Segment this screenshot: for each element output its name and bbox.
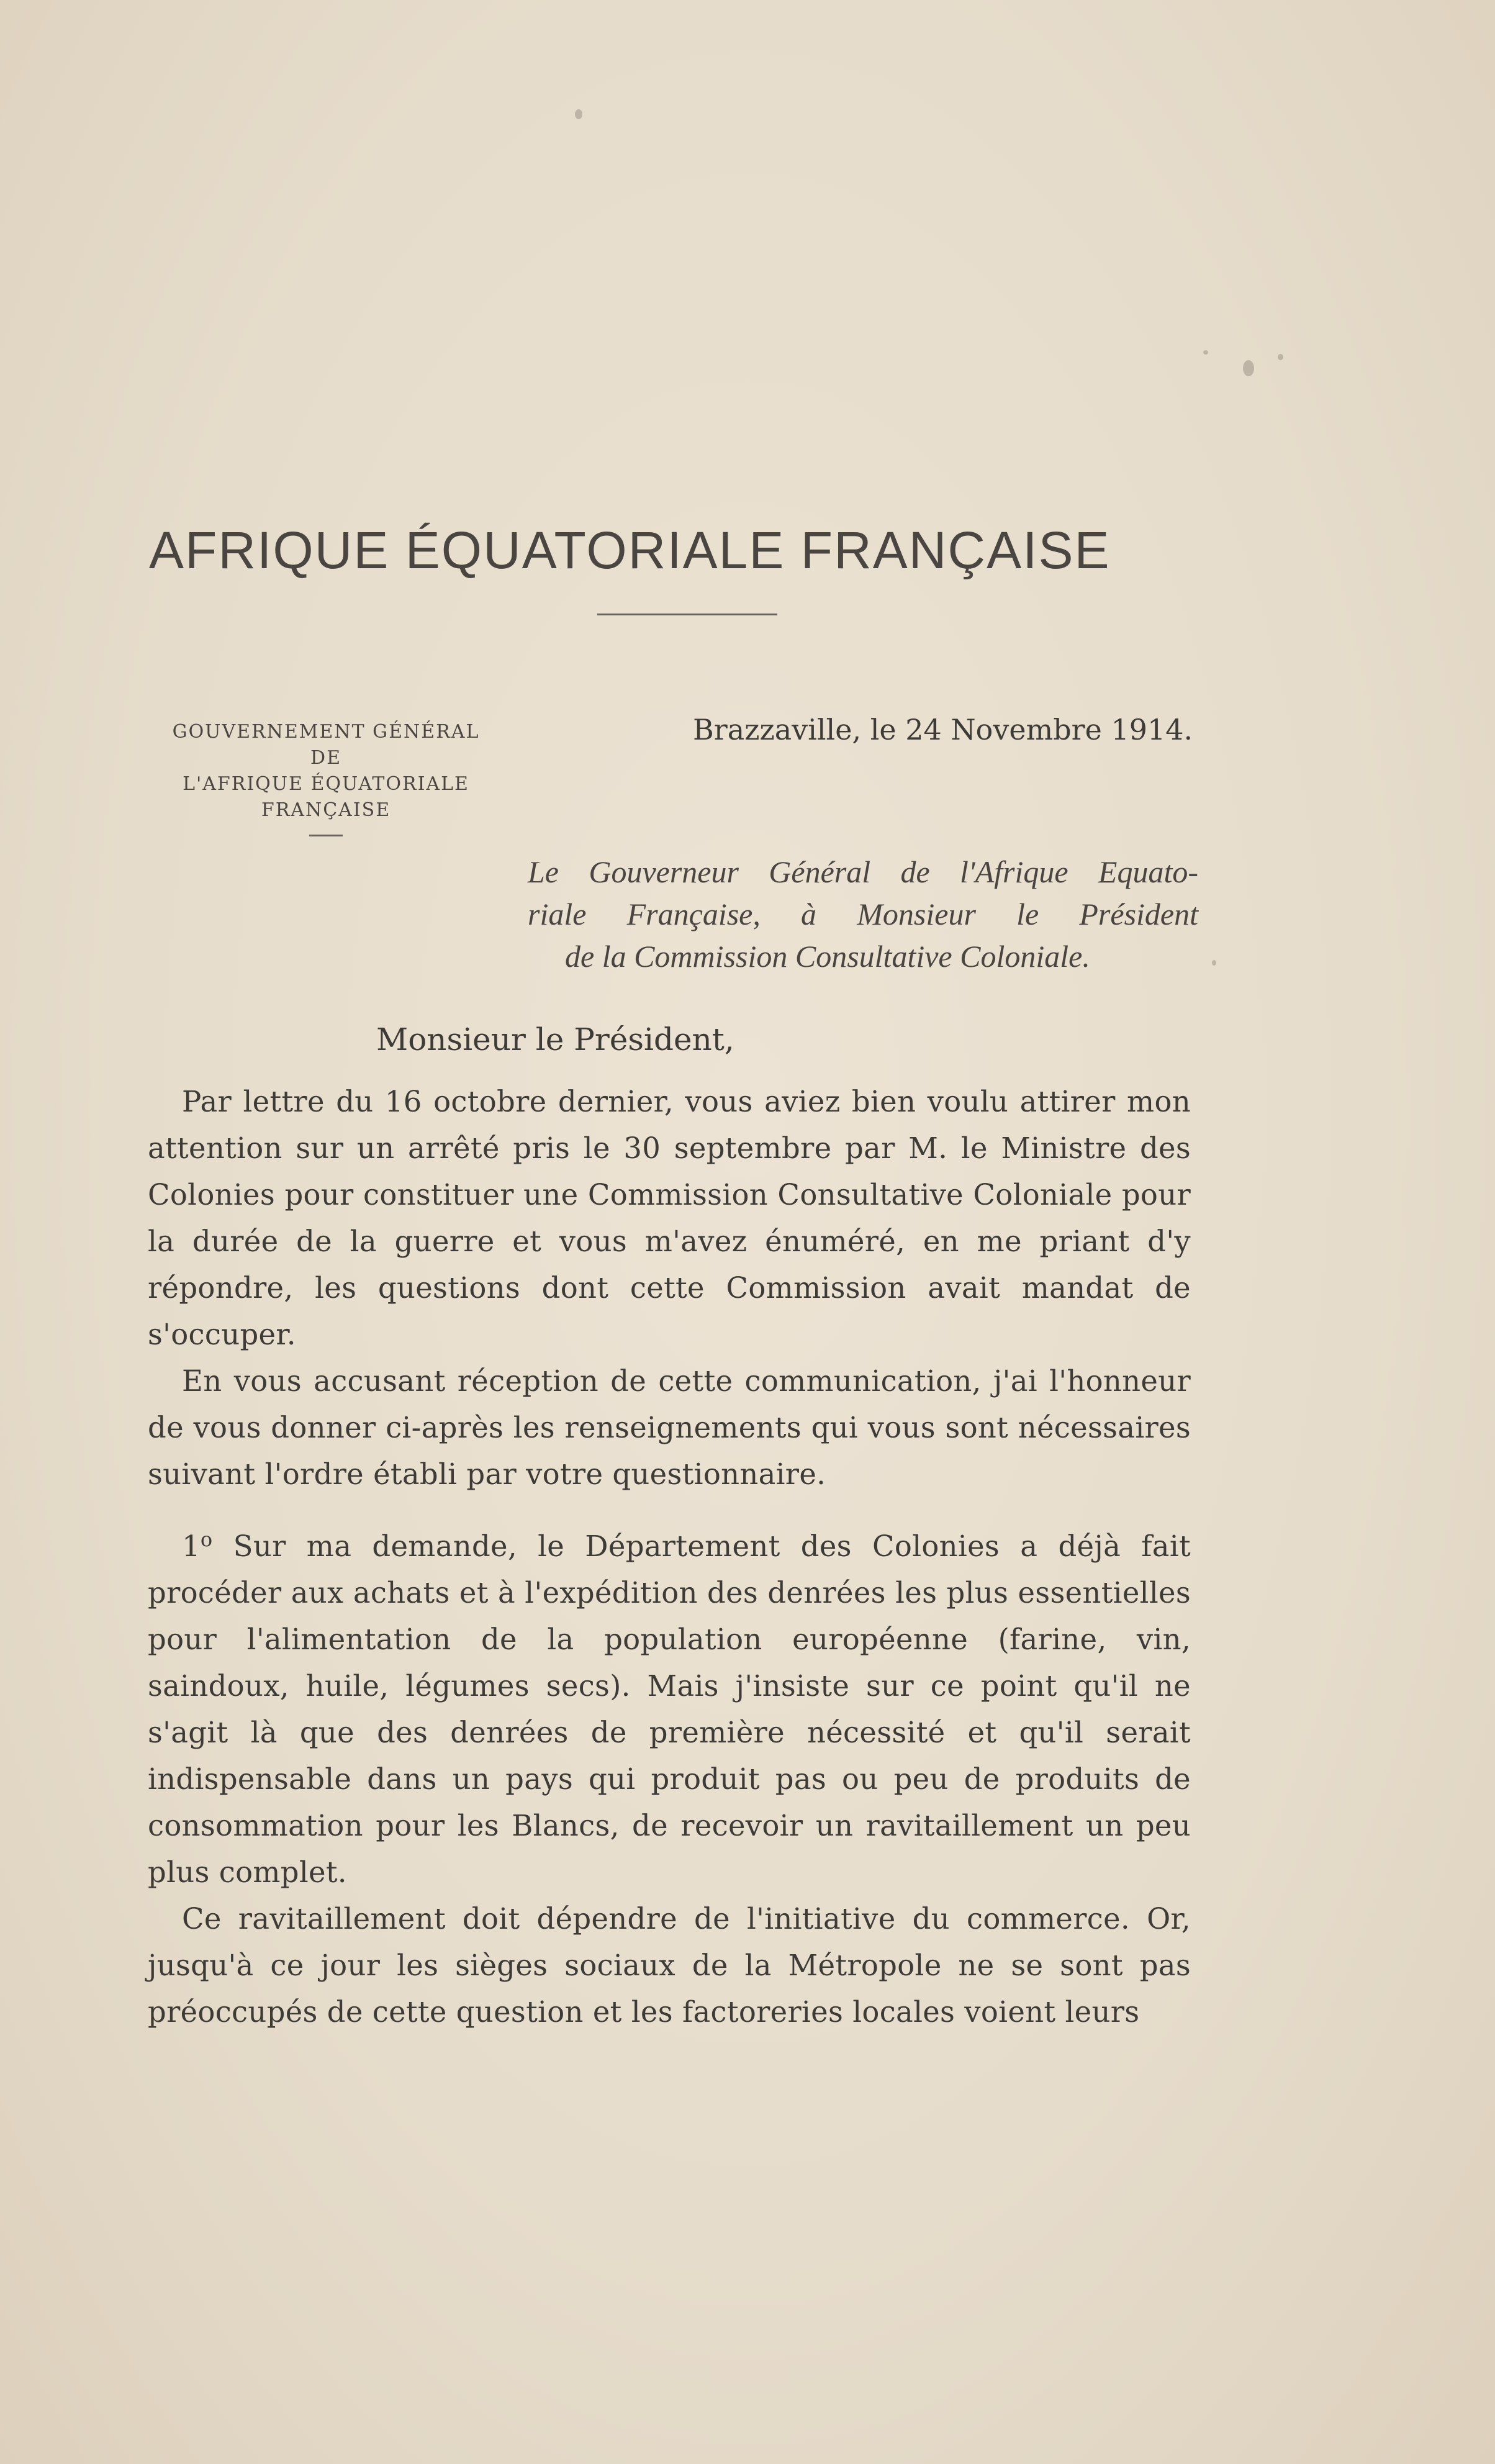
- letter-body: [148, 1079, 1191, 2036]
- ink-speck: [575, 109, 582, 119]
- salutation: Monsieur le Président,: [376, 1021, 734, 1058]
- paragraph: En vous accusant réception de cette communication, j'ai l'honneur de vous donner ci-après les renseignements qui vous sont nécessaires suivant l'ordre établi par votre questionnaire.: [148, 1364, 1191, 1491]
- ink-speck: [1243, 360, 1254, 376]
- item-ordinal: o: [200, 1528, 213, 1551]
- address-line: de la Commission Consultative Coloniale.: [565, 939, 1090, 974]
- paragraph: Par lettre du 16 octobre dernier, vous aviez bien voulu attirer mon attention sur un arrêté pris le 30 septembre par M. le Ministre des Colonies pour constituer une Commission Consultative Coloniale pour la durée de la guerre et vous m'avez énuméré, en me priant d'y répondre, les questions dont cette Commission avait mandat de s'occuper.: [148, 1085, 1191, 1351]
- paragraph: Ce ravitaillement doit dépendre de l'initiative du commerce. Or, jusqu'à ce jour les sièges sociaux de la Métropole ne se sont pas préoccupés de cette question et les factoreries locales voient leurs: [148, 1902, 1191, 2029]
- sender-line: L'AFRIQUE ÉQUATORIALE: [183, 773, 469, 795]
- sender-divider: [309, 835, 343, 836]
- item-number: 1: [182, 1529, 201, 1563]
- title-divider: [597, 614, 777, 615]
- page-title: AFRIQUE ÉQUATORIALE FRANÇAISE: [149, 521, 1111, 579]
- place-date: Brazzaville, le 24 Novembre 1914.: [693, 713, 1193, 746]
- ink-speck: [1278, 354, 1283, 360]
- ink-speck: [1212, 960, 1216, 966]
- recipient-address: [528, 851, 1198, 977]
- sender-line: FRANÇAISE: [261, 799, 391, 821]
- sender-line: GOUVERNEMENT GÉNÉRAL: [172, 721, 480, 743]
- sender-line: DE: [310, 747, 341, 769]
- numbered-paragraph: [148, 1516, 1191, 1896]
- address-line: Le Gouverneur Général de l'Afrique Equato-: [528, 854, 1198, 889]
- address-line: riale Française, à Monsieur le Président: [528, 897, 1198, 931]
- ink-speck: [1203, 350, 1208, 355]
- sender-block: [149, 719, 503, 836]
- paragraph-text: Sur ma demande, le Département des Colonies a déjà fait procéder aux achats et à l'expédition des denrées les plus essentielles pour l'alimentation de la population européenne (farine, vin, saindoux, huile, légumes secs). Mais j'insiste sur ce point qu'il ne s'agit là que des denrées de première nécessité et qu'il serait indispensable dans un pays qui produit pas ou peu de produits de consommation pour les Blancs, de recevoir un ravitaillement un peu plus complet.: [148, 1529, 1191, 1889]
